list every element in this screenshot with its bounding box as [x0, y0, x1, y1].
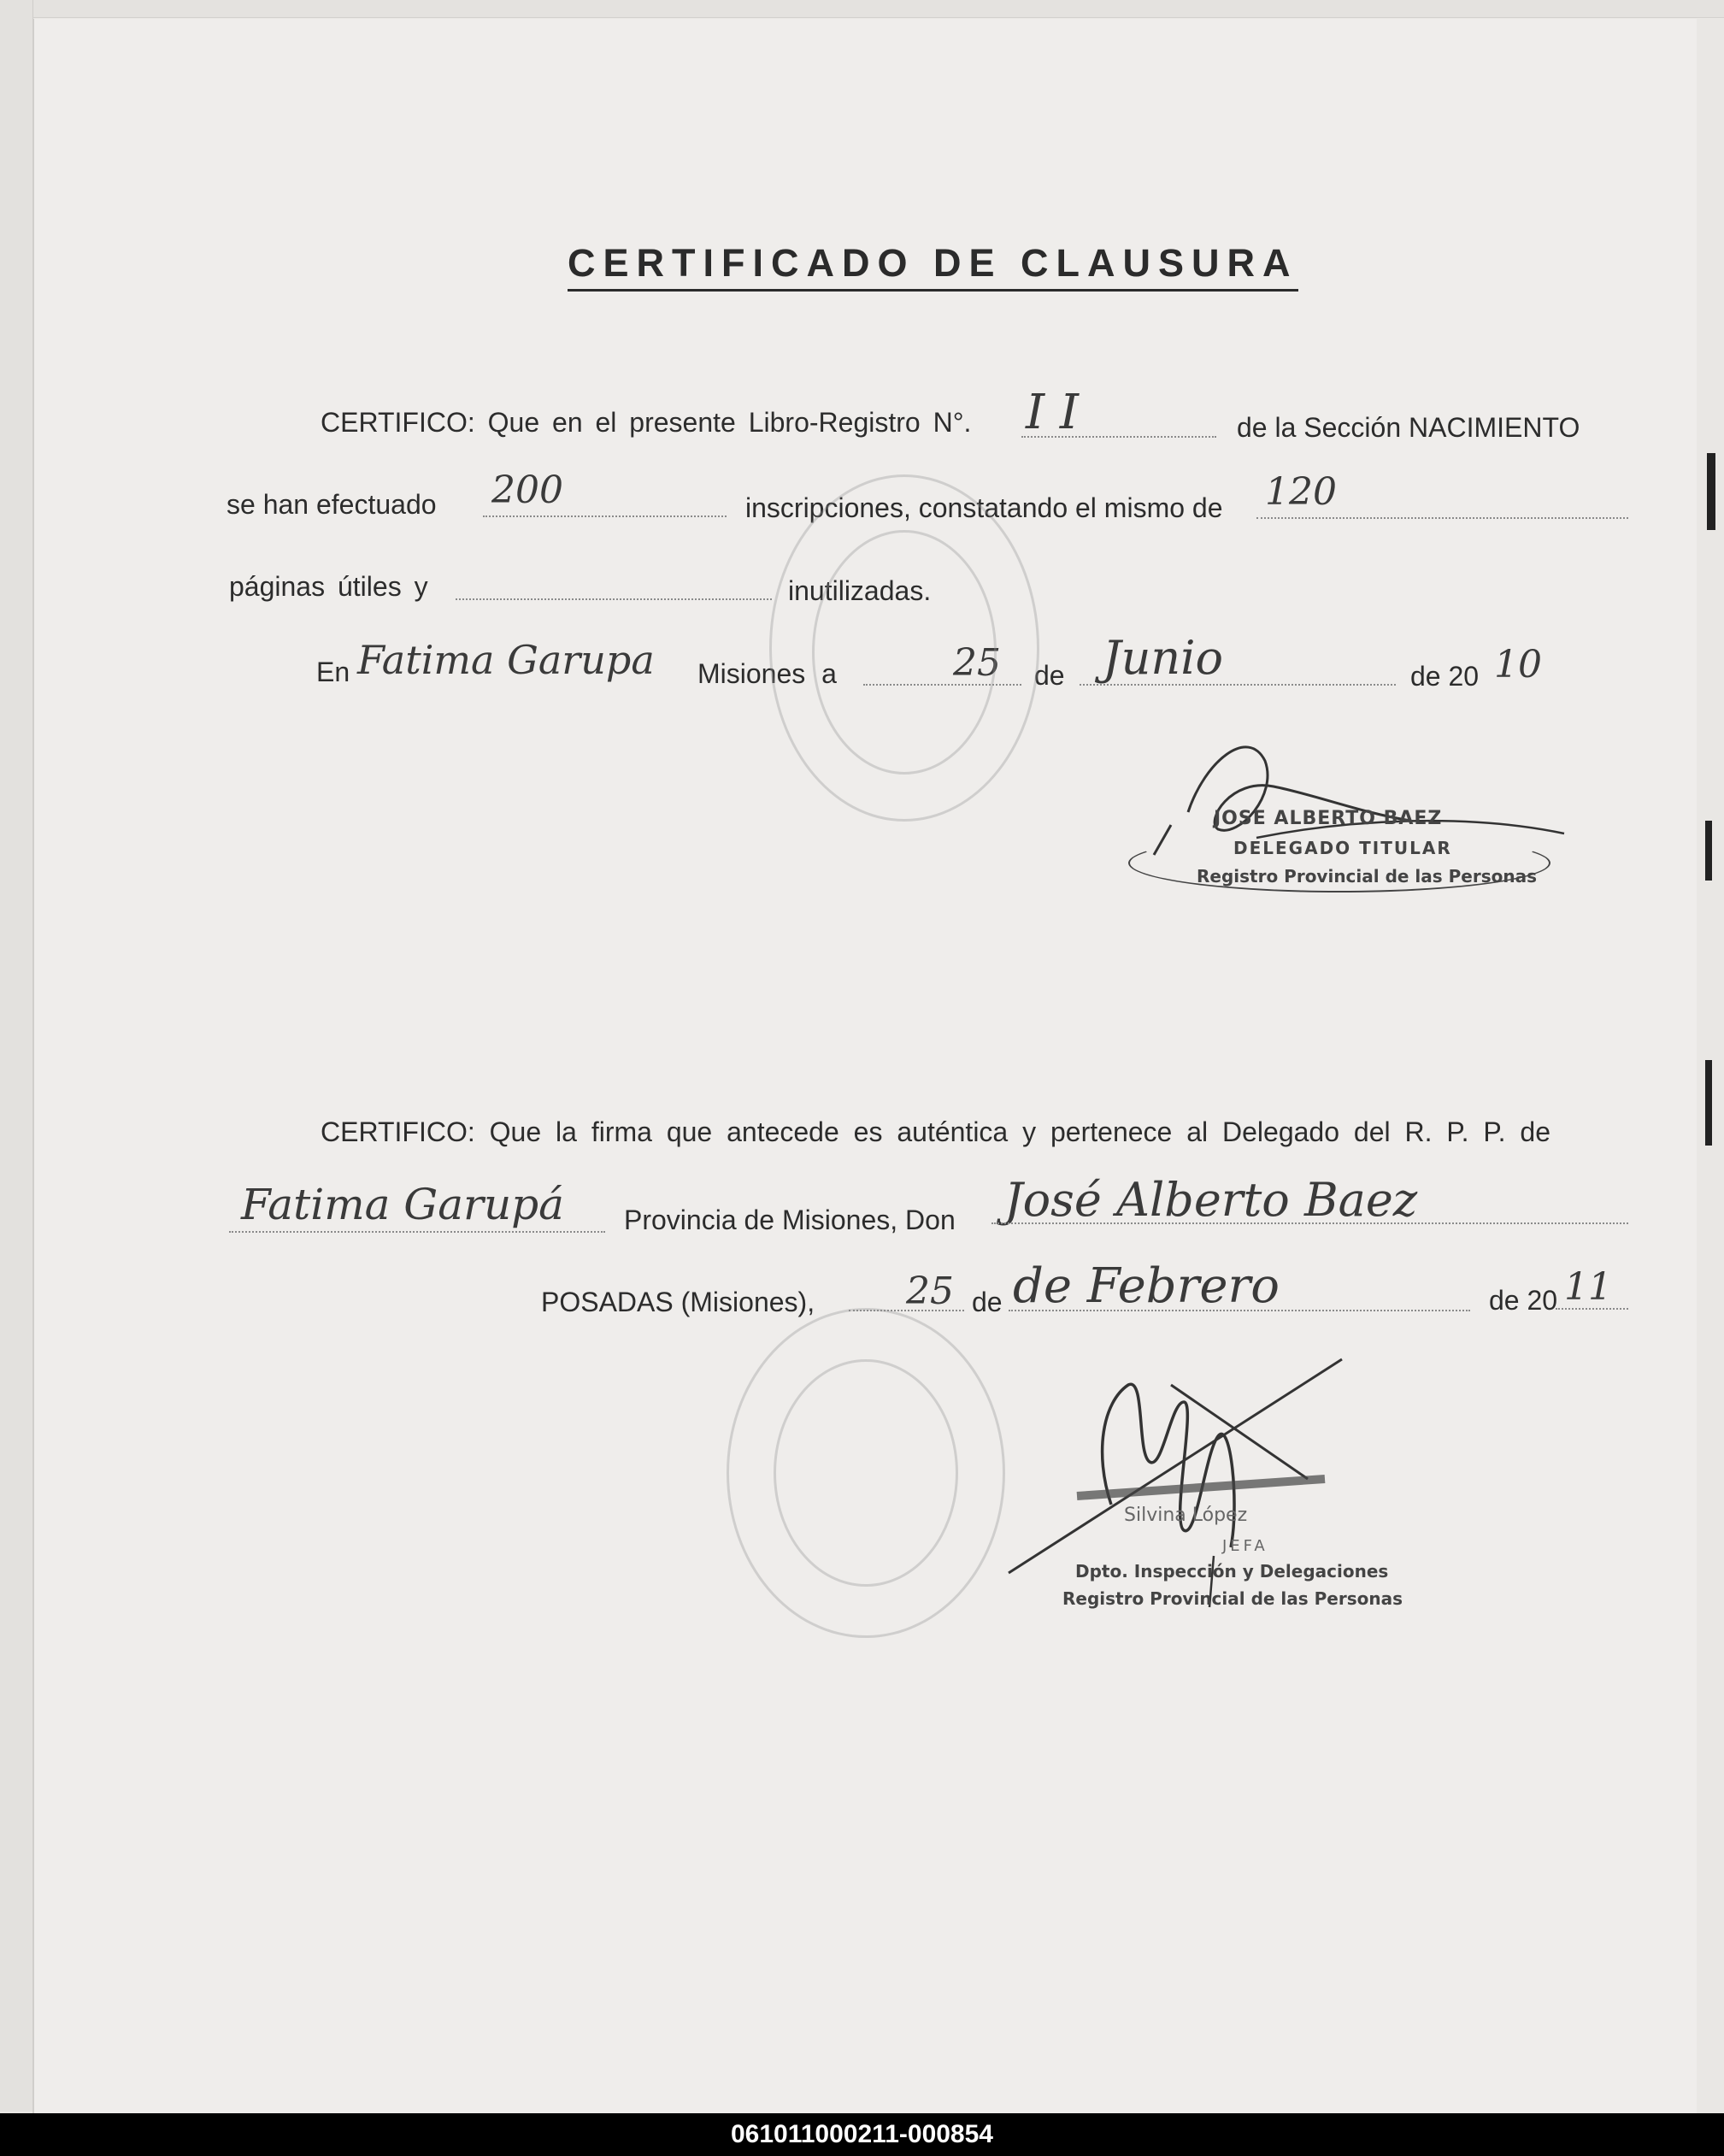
dotted-line [1080, 684, 1396, 686]
s1-line1-suffix: de la Sección NACIMIENTO [1237, 412, 1580, 443]
document-id-footer: 061011000211-000854 [0, 2113, 1724, 2156]
certificate-page [32, 19, 1697, 2113]
s2-year-prefix: de 20 [1489, 1285, 1558, 1316]
dotted-line [456, 598, 772, 600]
stamp2-office: Registro Provincial de las Personas [1062, 1588, 1403, 1609]
s2-place: Fatima Garupá [241, 1180, 564, 1229]
s1-line2-prefix: se han efectuado [227, 489, 437, 520]
stamp2-role: JEFA [1222, 1537, 1268, 1555]
s2-person: José Alberto Baez [1004, 1173, 1418, 1227]
dotted-line [1009, 1310, 1470, 1311]
s1-year-suffix: 10 [1494, 643, 1542, 686]
dotted-line [991, 1222, 1628, 1224]
dotted-line [1256, 517, 1628, 519]
binding-spine [0, 0, 33, 2112]
edge-mark [1705, 821, 1712, 881]
stamp2-name: Silvina López [1124, 1505, 1248, 1526]
s1-line4-en: En [316, 657, 350, 687]
s2-de: de [972, 1287, 1003, 1317]
s1-year-prefix: de 20 [1410, 661, 1480, 692]
s1-line2-mid: inscripciones, constatando el mismo de [745, 492, 1223, 523]
s1-inscriptions-count: 200 [491, 468, 563, 512]
s2-line1: CERTIFICO: Que la firma que antecede es auténtica y pertenece al Delegado del R. P. P. de [321, 1116, 1550, 1147]
stamp1-role: DELEGADO TITULAR [1233, 838, 1452, 858]
dotted-line [1556, 1308, 1628, 1310]
dotted-line [229, 1231, 605, 1233]
official-seal-1-inner [812, 530, 997, 775]
stamp1-office: Registro Provincial de las Personas [1197, 866, 1538, 887]
s1-day: 25 [953, 641, 1001, 685]
stamp2-dept: Dpto. Inspección y Delegaciones [1075, 1561, 1389, 1582]
stamp1-name: JOSE ALBERTO BAEZ [1214, 808, 1443, 829]
s1-line4-misiones: Misiones a [697, 658, 837, 689]
s1-line3-suffix: inutilizadas. [788, 575, 932, 606]
signature-2 [1000, 1351, 1359, 1624]
s1-line1-prefix: CERTIFICO: Que en el presente Libro-Registro N°. [321, 407, 972, 438]
s1-pages-count: 120 [1265, 470, 1337, 514]
official-seal-2-inner [774, 1359, 958, 1587]
stamp1-underline-loop [1128, 834, 1550, 892]
document-title: CERTIFICADO DE CLAUSURA [568, 241, 1298, 292]
s2-line2-mid: Provincia de Misiones, Don [624, 1205, 956, 1235]
edge-mark [1707, 453, 1715, 530]
dotted-line [483, 515, 727, 517]
page-top-edge [0, 0, 1724, 18]
s2-year-suffix: 11 [1564, 1265, 1612, 1309]
s1-place: Fatima Garupa [357, 637, 655, 683]
dotted-line [1021, 436, 1216, 438]
s2-line3-prefix: POSADAS (Misiones), [541, 1287, 815, 1317]
s1-book-number: I I [1026, 385, 1080, 440]
s1-de: de [1034, 660, 1065, 691]
edge-mark [1705, 1060, 1712, 1146]
s2-month: de Febrero [1013, 1258, 1280, 1314]
s1-month: Junio [1103, 631, 1223, 685]
s1-line3-prefix: páginas útiles y [229, 571, 428, 602]
s2-day: 25 [906, 1269, 954, 1313]
